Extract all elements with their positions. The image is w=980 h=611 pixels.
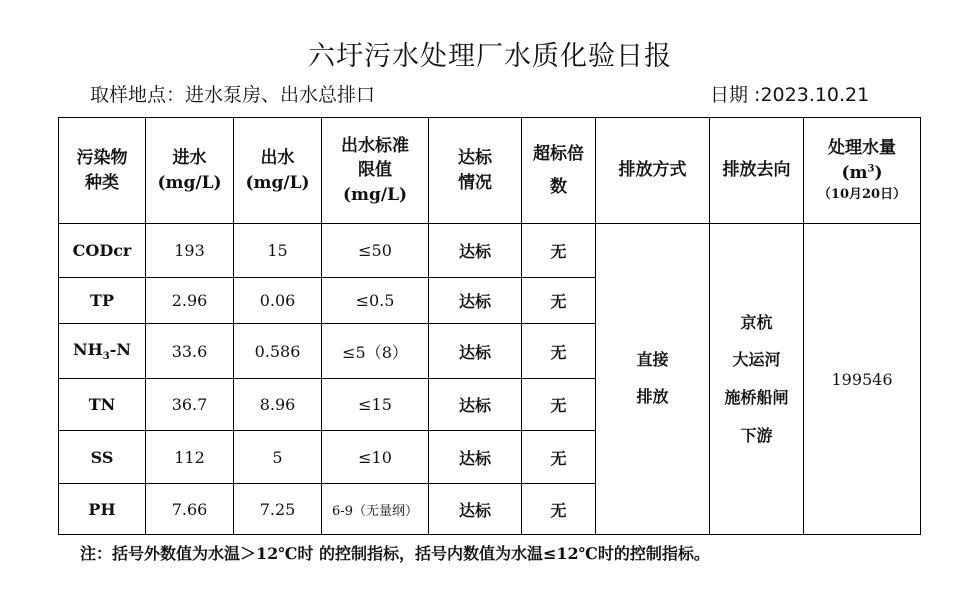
- header-outflow: [234, 118, 322, 224]
- sampling-location: 取样地点：进水泵房、出水总排口: [90, 84, 376, 106]
- cell-limit: ≤15: [322, 379, 429, 431]
- header-limit-line3: (mg/L): [342, 184, 408, 205]
- header-status-line2: 情况: [458, 172, 492, 193]
- cell-pollutant: TN: [59, 379, 146, 431]
- header-volume-line3: （10月20日）: [817, 186, 907, 202]
- cell-exceed: 无: [522, 484, 596, 535]
- cell-status: 达标: [429, 484, 522, 535]
- header-inflow-line1: 进水: [172, 147, 207, 168]
- report-date: 日期 :2023.10.21: [710, 84, 870, 106]
- cell-pollutant: CODcr: [59, 224, 146, 278]
- cell-exceed: 无: [522, 379, 596, 431]
- header-inflow: [146, 118, 234, 224]
- pollutant-nh-sub: 3: [102, 351, 110, 363]
- cell-outflow: 0.06: [234, 278, 322, 324]
- cell-outflow: 15: [234, 224, 322, 278]
- cell-status: 达标: [429, 324, 522, 379]
- header-limit-line2: 限值: [358, 160, 392, 181]
- header-outflow-line2: (mg/L): [245, 172, 310, 193]
- header-inflow-line2: (mg/L): [157, 172, 222, 193]
- cell-limit: ≤50: [322, 224, 429, 278]
- header-exceed-line1: 超标倍: [533, 143, 584, 164]
- header-pollutant-line2: 种类: [85, 172, 119, 193]
- cell-treated-volume: 199546: [804, 224, 921, 535]
- header-method: 排放方式: [596, 118, 710, 224]
- cell-exceed: 无: [522, 431, 596, 484]
- header-volume: [804, 118, 921, 224]
- cell-status: 达标: [429, 379, 522, 431]
- cell-pollutant: SS: [59, 431, 146, 484]
- header-volume-unit-suffix: ): [874, 163, 883, 184]
- header-outflow-line1: 出水: [260, 147, 295, 168]
- cell-outflow: 5: [234, 431, 322, 484]
- header-exceed: [522, 118, 596, 224]
- header-status: [429, 118, 522, 224]
- cell-status: 达标: [429, 431, 522, 484]
- cell-status: 达标: [429, 224, 522, 278]
- cell-inflow: 2.96: [146, 278, 234, 324]
- header-pollutant: [59, 118, 146, 224]
- cell-discharge-method: [596, 224, 710, 535]
- discharge-method-line1: 直接: [636, 350, 669, 370]
- pollutant-nh-main: NH: [73, 339, 103, 359]
- cell-outflow: 8.96: [234, 379, 322, 431]
- header-exceed-line2: 数: [550, 176, 567, 197]
- cell-exceed: 无: [522, 224, 596, 278]
- water-quality-table: [58, 117, 921, 535]
- header-volume-unit-prefix: (m: [841, 163, 868, 184]
- cell-discharge-destination: [710, 224, 804, 535]
- cell-outflow: 7.25: [234, 484, 322, 535]
- cell-exceed: 无: [522, 324, 596, 379]
- table-row: [59, 224, 921, 278]
- page-title: 六圩污水处理厂水质化验日报: [308, 41, 672, 72]
- header-volume-unit-sup: 3: [867, 163, 875, 175]
- discharge-destination-line4: 下游: [740, 425, 773, 445]
- header-status-line1: 达标: [458, 147, 492, 168]
- discharge-method-line2: 排放: [636, 387, 669, 406]
- header-limit: [322, 118, 429, 224]
- cell-status: 达标: [429, 278, 522, 324]
- cell-inflow: 33.6: [146, 324, 234, 379]
- cell-outflow: 0.586: [234, 324, 322, 379]
- header-row: [59, 118, 921, 224]
- cell-inflow: 112: [146, 431, 234, 484]
- discharge-destination-line1: 京杭: [740, 312, 773, 332]
- cell-limit: ≤0.5: [322, 278, 429, 324]
- cell-inflow: 193: [146, 224, 234, 278]
- footnote: 注：括号外数值为水温＞12℃时 的控制指标，括号内数值为水温≤12℃时的控制指标。: [80, 544, 710, 563]
- cell-pollutant: TP: [59, 278, 146, 324]
- discharge-destination-line3: 施桥船闸: [724, 388, 789, 407]
- cell-exceed: 无: [522, 278, 596, 324]
- header-volume-line1: 处理水量: [828, 138, 896, 159]
- header-volume-line2: [804, 161, 920, 186]
- header-destination: 排放去向: [710, 118, 804, 224]
- cell-inflow: 7.66: [146, 484, 234, 535]
- cell-limit: 6-9（无量纲）: [322, 484, 429, 535]
- cell-inflow: 36.7: [146, 379, 234, 431]
- pollutant-nh-tail: -N: [109, 339, 131, 359]
- header-pollutant-line1: 污染物: [76, 147, 128, 168]
- cell-limit: ≤10: [322, 431, 429, 484]
- cell-pollutant: PH: [59, 484, 146, 535]
- cell-limit: ≤5（8）: [322, 324, 429, 379]
- discharge-destination-line2: 大运河: [732, 350, 781, 370]
- cell-pollutant: [59, 324, 146, 379]
- header-limit-line1: 出水标准: [341, 135, 409, 156]
